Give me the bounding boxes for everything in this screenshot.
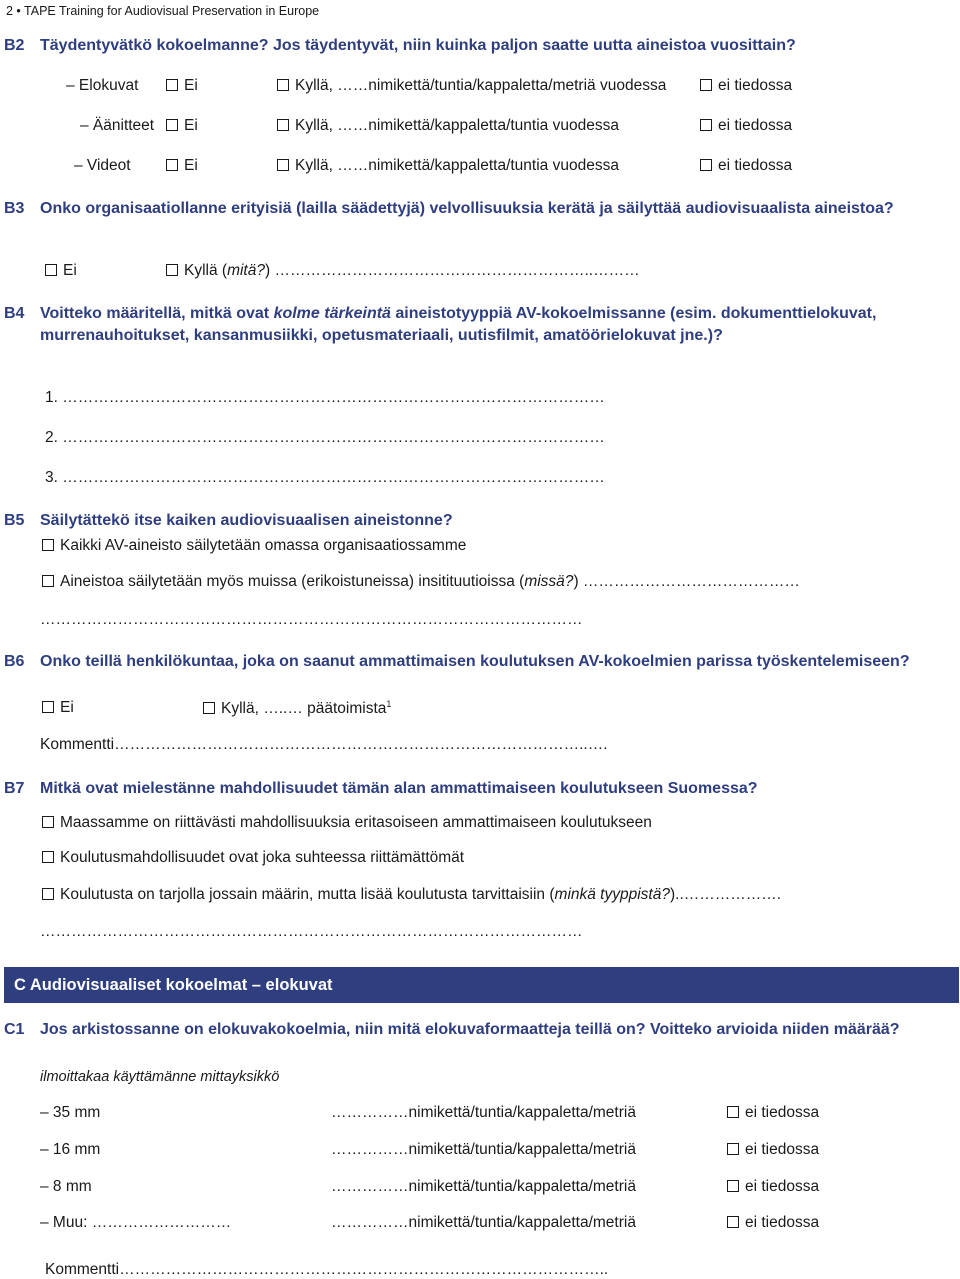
question-b2: Täydentyvätkö kokoelmanne? Jos täydentyvät, niin kuinka paljon saatte uutta aineistoa vuosittain? [40, 37, 796, 54]
checkbox-ei-tiedossa[interactable]: ei tiedossa [727, 1178, 819, 1196]
checkbox-ei[interactable]: Ei [166, 157, 198, 175]
checkbox-icon [700, 119, 712, 131]
checkbox-ei[interactable]: Ei [42, 699, 74, 717]
comment-line[interactable]: Kommentti………………………………………………………………………………….. [45, 1261, 609, 1278]
answer-line-3[interactable]: 3. …………………………………………………………………………………………… [45, 469, 605, 486]
amount-field[interactable]: ……………nimikettä/tuntia/kappaletta/metriä [331, 1214, 636, 1231]
checkbox-ei-tiedossa[interactable]: ei tiedossa [727, 1104, 819, 1122]
checkbox-ei-tiedossa[interactable]: ei tiedossa [727, 1214, 819, 1232]
checkbox-icon [727, 1216, 739, 1228]
checkbox-ei[interactable]: Ei [166, 77, 198, 95]
row-label: – Videot [74, 157, 131, 174]
checkbox-icon [42, 888, 54, 900]
checkbox-riittavasti[interactable]: Maassamme on riittävästi mahdollisuuksia eritasoiseen ammattimaiseen koulutukseen [42, 814, 652, 832]
checkbox-kylla[interactable]: Kyllä, …..… päätoimista$^1$ [203, 699, 391, 718]
checkbox-icon [277, 159, 289, 171]
question-b6: Onko teillä henkilökuntaa, joka on saanut ammattimaisen koulutuksen AV-kokoelmien parissa työskentelemiseen? [40, 653, 910, 670]
answer-line-2[interactable]: 2. …………………………………………………………………………………………… [45, 429, 605, 446]
checkbox-icon [42, 816, 54, 828]
row-label: – Elokuvat [66, 77, 139, 94]
row-label: – 16 mm [40, 1141, 101, 1158]
checkbox-ei[interactable]: Ei [166, 117, 198, 135]
answer-line[interactable]: …………………………………………………………………………………………… [40, 611, 583, 628]
checkbox-icon [42, 851, 54, 863]
question-c1: Jos arkistossanne on elokuvakokoelmia, niin mitä elokuvaformaatteja teillä on? Voitteko arvioida niiden määrää? [40, 1021, 900, 1038]
question-b3: Onko organisaatiollanne erityisiä (lailla säädettyjä) velvollisuuksia kerätä ja säilyttää audiovisuaalista aineistoa? [40, 200, 894, 217]
checkbox-ei-tiedossa[interactable]: ei tiedossa [700, 77, 792, 95]
checkbox-icon [727, 1143, 739, 1155]
checkbox-kylla[interactable]: Kyllä (mitä?) ……………………………………………………..……… [166, 262, 640, 280]
row-label: – 35 mm [40, 1104, 101, 1121]
checkbox-icon [166, 264, 178, 276]
answer-line[interactable]: …………………………………………………………………………………………… [40, 923, 583, 940]
checkbox-icon [42, 575, 54, 587]
checkbox-icon [700, 79, 712, 91]
checkbox-icon [203, 702, 215, 714]
question-b7: Mitkä ovat mielestänne mahdollisuudet tämän alan ammattimaiseen koulutukseen Suomessa? [40, 780, 758, 797]
checkbox-icon [727, 1106, 739, 1118]
row-label[interactable]: – Muu: ……………………… [40, 1214, 232, 1231]
amount-field[interactable]: ……………nimikettä/tuntia/kappaletta/metriä [331, 1104, 636, 1121]
checkbox-muissa-instituutioissa[interactable]: Aineistoa säilytetään myös muissa (erikoistuneissa) insitituutioissa (missä?) …………………………………… [42, 573, 800, 591]
page-header: 2 • TAPE Training for Audiovisual Preservation in Europe [6, 4, 320, 18]
row-label: – Äänitteet [80, 117, 155, 134]
section-c-banner: C Audiovisuaaliset kokoelmat – elokuvat [4, 967, 959, 1003]
checkbox-icon [42, 539, 54, 551]
question-number-b4: B4 [4, 305, 25, 322]
checkbox-ei-tiedossa[interactable]: ei tiedossa [700, 117, 792, 135]
checkbox-icon [277, 119, 289, 131]
checkbox-ei-tiedossa[interactable]: ei tiedossa [700, 157, 792, 175]
unit-note: ilmoittakaa käyttämänne mittayksikkö [40, 1069, 280, 1085]
checkbox-ei-tiedossa[interactable]: ei tiedossa [727, 1141, 819, 1159]
question-number-b5: B5 [4, 512, 25, 529]
question-number-b7: B7 [4, 780, 25, 797]
row-label: – 8 mm [40, 1178, 92, 1195]
checkbox-jossain-maarin[interactable]: Koulutusta on tarjolla jossain määrin, mutta lisää koulutusta tarvittaisiin (minkä tyyppistä?)..………………. [42, 886, 781, 904]
checkbox-kylla[interactable]: Kyllä, ……nimikettä/kappaletta/tuntia vuodessa [277, 157, 619, 175]
comment-line[interactable]: Kommentti………………………………………………………………………………..…. [40, 736, 608, 753]
checkbox-icon [277, 79, 289, 91]
checkbox-icon [166, 159, 178, 171]
checkbox-kylla[interactable]: Kyllä, ……nimikettä/tuntia/kappaletta/metriä vuodessa [277, 77, 666, 95]
question-number-b3: B3 [4, 200, 25, 217]
question-number-b6: B6 [4, 653, 25, 670]
checkbox-icon [166, 119, 178, 131]
checkbox-kylla[interactable]: Kyllä, ……nimikettä/kappaletta/tuntia vuodessa [277, 117, 619, 135]
question-number-b2: B2 [4, 37, 25, 54]
amount-field[interactable]: ……………nimikettä/tuntia/kappaletta/metriä [331, 1178, 636, 1195]
footnote-marker: 1 [386, 699, 392, 709]
checkbox-icon [166, 79, 178, 91]
checkbox-icon [700, 159, 712, 171]
checkbox-riittamattomat[interactable]: Koulutusmahdollisuudet ovat joka suhteessa riittämättömät [42, 849, 464, 867]
checkbox-icon [45, 264, 57, 276]
checkbox-ei[interactable]: Ei [45, 262, 77, 280]
amount-field[interactable]: ……………nimikettä/tuntia/kappaletta/metriä [331, 1141, 636, 1158]
answer-line-1[interactable]: 1. …………………………………………………………………………………………… [45, 389, 605, 406]
question-b4: Voitteko määritellä, mitkä ovat kolme tärkeintä aineistotyyppiä AV-kokoelmissanne (esim. dokumenttielokuvat, murrenauhoitukset, kansanmusiikki, opetusmateriaali, uutisfilmit, amatöörielokuvat jne.)? [40, 305, 877, 344]
checkbox-icon [42, 701, 54, 713]
question-number-c1: C1 [4, 1021, 25, 1038]
question-b5: Säilytättekö itse kaiken audiovisuaalisen aineistonne? [40, 512, 453, 529]
checkbox-icon [727, 1180, 739, 1192]
checkbox-kaikki-omassa[interactable]: Kaikki AV-aineisto säilytetään omassa organisaatiossamme [42, 537, 466, 555]
